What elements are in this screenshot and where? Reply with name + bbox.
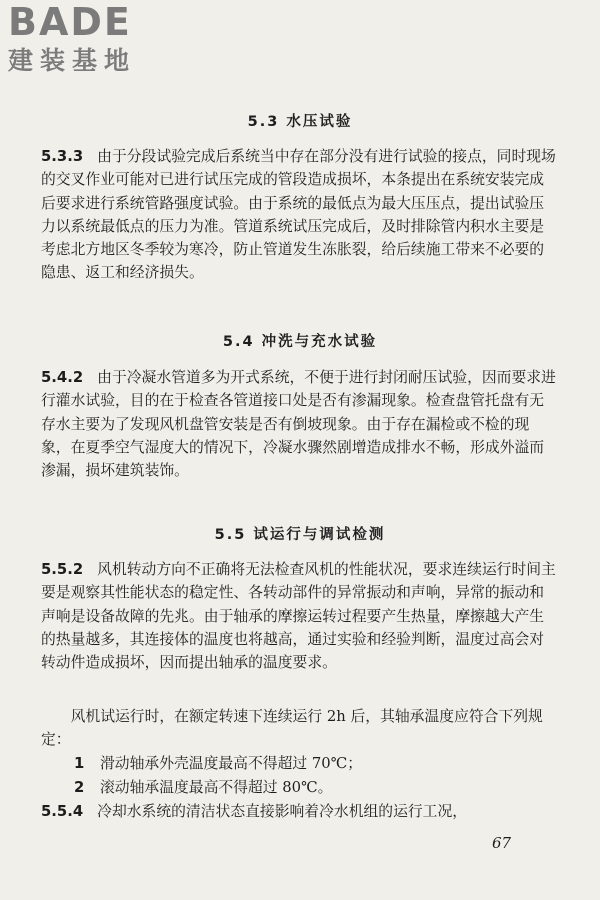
clause-number: 5.5.4 [41, 803, 84, 820]
page-number: 67 [492, 834, 512, 852]
section-heading-5-5: 5.5 试运行与调试检测 [214, 527, 386, 543]
list-item [74, 752, 362, 775]
clause-text: 由于冷凝水管道多为开式系统，不便于进行封闭耐压试验，因而要求进行灌水试验，目的在于检查各管道接口处是否有渗漏现象。检查盘管托盘有无存水主要为了发现风机盘管安装是否有倒坡现象。由于存在漏检或不检的现象，在夏季空气湿度大的情况下，冷凝水骤然剧增造成排水不畅，形成外溢而渗漏，损坏建筑装饰。 [41, 369, 556, 480]
clause-5-5-2 [41, 558, 556, 674]
list-item-number: 1 [74, 755, 85, 772]
section-heading-5-3: 5.3 水压试验 [247, 114, 353, 130]
clause-text: 风机转动方向不正确将无法检查风机的性能状况，要求连续运行时间主要是观察其性能状态的稳定性、各转动部件的异常振动和声响，异常的振动和声响是设备故障的先兆。由于轴承的摩擦运转过程要产生热量，摩擦越大产生的热量越多，其连接体的温度也将越高，通过实验和经验判断，温度过高会对转动件造成损坏，因而提出轴承的温度要求。 [41, 561, 556, 672]
paragraph-fan-trial-run: 风机试运行时，在额定转速下连续运行 2h 后，其轴承温度应符合下列规定： [41, 708, 543, 749]
clause-5-5-4 [41, 800, 556, 823]
list-item-text: 滑动轴承外壳温度最高不得超过 70℃； [100, 755, 363, 772]
list-item [74, 776, 332, 799]
list-item-number: 2 [74, 779, 85, 796]
logo-mark: BADE [8, 0, 132, 44]
clause-number: 5.3.3 [41, 148, 84, 165]
list-item-text: 滚动轴承温度最高不得超过 80℃。 [100, 779, 333, 796]
clause-number: 5.4.2 [41, 369, 84, 386]
clause-5-4-2 [41, 366, 556, 482]
clause-5-3-3 [41, 145, 556, 285]
clause-text: 由于分段试验完成后系统当中存在部分没有进行试验的接点，同时现场的交叉作业可能对已进行试压完成的管段造成损坏，本条提出在系统安装完成后要求进行系统管路强度试验。由于系统的最低点为最大压压点，提出试验压力以系统最低点的压力为准。管道系统试压完成后，及时排除管内积水主要是考虑北方地区冬季较为寒冷，防止管道发生冻胀裂，给后续施工带来不必要的隐患、返工和经济损失。 [41, 148, 556, 282]
bade-logo [8, 2, 136, 76]
clause-number: 5.5.2 [41, 561, 84, 578]
logo-subtitle: 建装基地 [8, 46, 137, 75]
section-heading-5-4: 5.4 冲洗与充水试验 [222, 334, 378, 350]
clause-text: 冷却水系统的清洁状态直接影响着冷水机组的运行工况， [97, 803, 468, 820]
